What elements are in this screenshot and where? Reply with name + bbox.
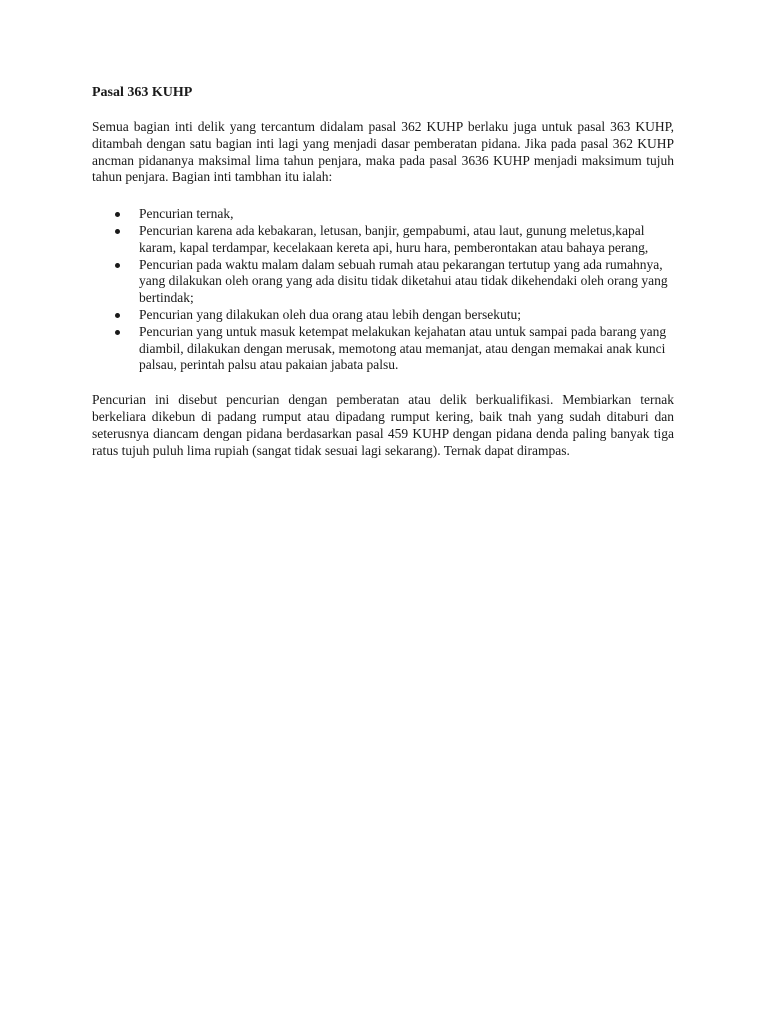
bullet-icon — [115, 263, 120, 268]
list-item — [92, 223, 674, 257]
list-item-text: Pencurian ternak, — [139, 206, 234, 222]
list-item-text: Pencurian karena ada kebakaran, letusan, banjir, gempabumi, atau laut, gunung meletus,kapal karam, kapal terdampar, kecelakaan kereta api, huru hara, pemberontakan atau bahaya perang, — [139, 222, 649, 255]
list-item-text: Pencurian yang dilakukan oleh dua orang atau lebih dengan bersekutu; — [139, 306, 522, 322]
document-page — [92, 84, 674, 459]
bullet-icon — [115, 330, 120, 335]
bullet-list — [92, 206, 674, 374]
list-item — [92, 324, 674, 374]
bullet-icon — [115, 313, 120, 318]
closing-paragraph: Pencurian ini disebut pencurian dengan pemberatan atau delik berkualifikasi. Membiarkan ternak berkeliara dikebun di padang rumput atau dipadang rumput kering, baik tnah yang sudah ditaburi dan seterusnya diancam dengan pidana berdasarkan pasal 459 KUHP dengan pidana denda paling banyak tiga ratus tujuh puluh lima rupiah (sangat tidak sesuai lagi sekarang). Ternak dapat dirampas. — [92, 392, 674, 458]
list-item — [92, 257, 674, 307]
document-heading: Pasal 363 KUHP — [92, 85, 193, 100]
intro-paragraph: Semua bagian inti delik yang tercantum didalam pasal 362 KUHP berlaku juga untuk pasal 363 KUHP, ditambah dengan satu bagian inti lagi yang menjadi dasar pemberatan pidana. Jika pada pasal 362 KUHP ancman pidananya maksimal lima tahun penjara, maka pada pasal 3636 KUHP menjadi maksimum tujuh tahun penjara. Bagian inti tambhan itu ialah: — [92, 119, 674, 185]
list-item — [92, 206, 674, 223]
list-item — [92, 307, 674, 324]
list-item-text: Pencurian pada waktu malam dalam sebuah rumah atau pekarangan tertutup yang ada rumahnya, yang dilakukan oleh orang yang ada disitu tidak diketahui atau tidak dikehendaki oleh orang yang bertindak; — [139, 256, 668, 306]
list-item-text: Pencurian yang untuk masuk ketempat melakukan kejahatan atau untuk sampai pada barang yang diambil, dilakukan dengan merusak, memotong atau memanjat, atau dengan memakai anak kunci palsau, perintah palsu atau pakaian jabata palsu. — [139, 323, 667, 373]
bullet-icon — [115, 212, 120, 217]
bullet-icon — [115, 229, 120, 234]
